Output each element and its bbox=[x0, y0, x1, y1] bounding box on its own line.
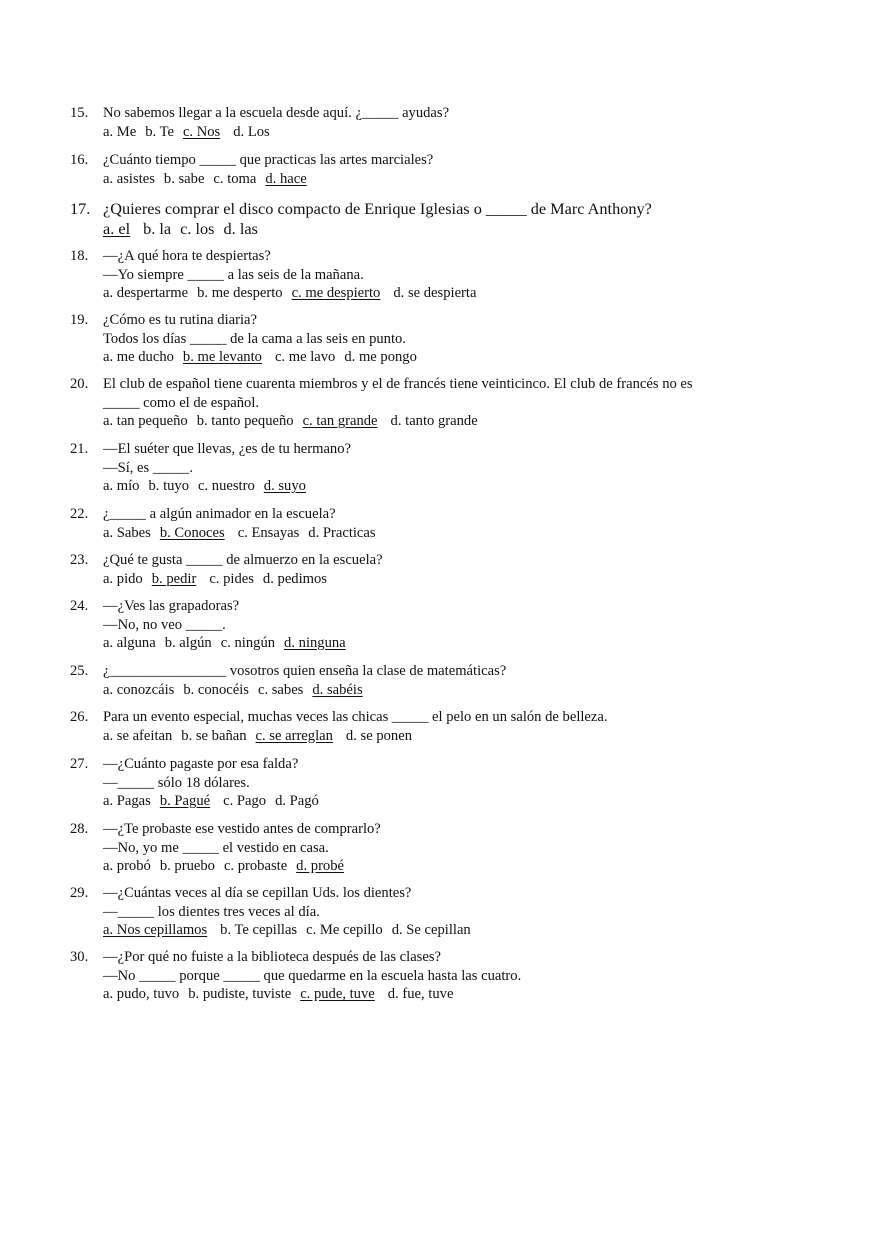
question-number: 23. bbox=[70, 552, 89, 568]
answer-option: d. Se cepillan bbox=[391, 922, 471, 938]
answer-option: a. probó bbox=[103, 858, 151, 874]
question-body bbox=[103, 662, 850, 699]
answer-option: a. Pagas bbox=[103, 793, 151, 809]
answer-option: a. conozcáis bbox=[103, 681, 175, 698]
answer-option-correct: d. sabéis bbox=[312, 681, 363, 698]
answer-option-correct: a. el bbox=[103, 219, 131, 238]
answer-option: a. pido bbox=[103, 570, 143, 587]
question-text-line: —No _____ porque _____ que quedarme en la escuela hasta las cuatro. bbox=[103, 967, 522, 984]
question-text-line: ¿________________ vosotros quien enseña la clase de matemáticas? bbox=[103, 663, 507, 679]
question-body bbox=[103, 597, 850, 653]
question-item bbox=[70, 820, 850, 876]
question-text-line: —Sí, es _____. bbox=[103, 459, 193, 476]
question-body bbox=[103, 247, 850, 303]
answer-option: a. se afeitan bbox=[103, 727, 173, 744]
question-item bbox=[70, 505, 850, 542]
question-item bbox=[70, 151, 850, 188]
answer-option-correct: c. tan grande bbox=[302, 413, 378, 429]
answer-option: b. conocéis bbox=[183, 681, 249, 698]
question-body bbox=[103, 199, 850, 239]
question-number: 30. bbox=[70, 949, 89, 965]
answer-options bbox=[103, 792, 850, 811]
answer-option: d. me pongo bbox=[344, 349, 417, 365]
answer-option-correct: c. pude, tuve bbox=[300, 986, 375, 1002]
question-text-line: —No, yo me _____ el vestido en casa. bbox=[103, 839, 329, 856]
answer-option: b. Te cepillas bbox=[220, 922, 298, 938]
answer-option: b. me desperto bbox=[197, 285, 283, 301]
answer-option: c. me lavo bbox=[274, 349, 336, 365]
answer-option: d. se ponen bbox=[345, 727, 412, 744]
answer-options bbox=[103, 284, 850, 303]
question-item bbox=[70, 708, 850, 745]
question-text-line: —¿Cuánto pagaste por esa falda? bbox=[103, 756, 299, 772]
answer-option-correct: b. me levanto bbox=[182, 349, 262, 365]
answer-option: c. los bbox=[180, 219, 215, 238]
question-item bbox=[70, 375, 850, 431]
answer-option: c. pides bbox=[209, 570, 254, 587]
answer-option-correct: d. hace bbox=[265, 170, 307, 187]
question-text-line: No sabemos llegar a la escuela desde aquí. ¿_____ ayudas? bbox=[103, 105, 450, 121]
question-text-line: Para un evento especial, muchas veces las chicas _____ el pelo en un salón de belleza. bbox=[103, 709, 608, 725]
answer-option-correct: d. probé bbox=[296, 858, 344, 874]
question-body bbox=[103, 820, 850, 876]
answer-option: c. sabes bbox=[257, 681, 304, 698]
question-item bbox=[70, 884, 850, 940]
answer-option-correct: d. suyo bbox=[263, 478, 306, 494]
answer-option: c. toma bbox=[213, 170, 257, 187]
answer-option: d. tanto grande bbox=[390, 413, 478, 429]
question-text-line: ¿Cuánto tiempo _____ que practicas las artes marciales? bbox=[103, 152, 434, 168]
question-number: 28. bbox=[70, 821, 89, 837]
question-text-line: —Yo siempre _____ a las seis de la mañana. bbox=[103, 266, 364, 283]
answer-option-correct: c. me despierto bbox=[291, 285, 381, 301]
answer-option: a. asistes bbox=[103, 170, 155, 187]
answer-option: a. alguna bbox=[103, 635, 156, 651]
question-text-line: _____ como el de español. bbox=[103, 394, 260, 411]
question-body bbox=[103, 884, 850, 940]
question-body bbox=[103, 440, 850, 496]
question-text-line: —¿A qué hora te despiertas? bbox=[103, 248, 271, 264]
question-text-line: ¿_____ a algún animador en la escuela? bbox=[103, 506, 336, 522]
question-number: 20. bbox=[70, 376, 89, 392]
answer-option: d. las bbox=[223, 219, 258, 238]
answer-option: d. se despierta bbox=[393, 285, 477, 301]
answer-option: b. tuyo bbox=[148, 478, 190, 494]
answer-option: b. algún bbox=[164, 635, 212, 651]
answer-option: c. Pago bbox=[223, 793, 267, 809]
question-text-line: —¿Cuántas veces al día se cepillan Uds. los dientes? bbox=[103, 885, 412, 901]
question-text-line: —El suéter que llevas, ¿es de tu hermano? bbox=[103, 441, 352, 457]
answer-option: c. Ensayas bbox=[237, 524, 300, 541]
question-text-line: —No, no veo _____. bbox=[103, 616, 226, 633]
answer-options bbox=[103, 570, 850, 589]
answer-option: d. Los bbox=[233, 123, 270, 140]
question-item bbox=[70, 755, 850, 811]
answer-options bbox=[103, 348, 850, 367]
question-number: 15. bbox=[70, 105, 89, 121]
question-item bbox=[70, 247, 850, 303]
question-item bbox=[70, 311, 850, 367]
answer-option: a. me ducho bbox=[103, 349, 174, 365]
answer-option: b. la bbox=[143, 219, 172, 238]
question-text-line: —¿Te probaste ese vestido antes de comprarlo? bbox=[103, 821, 381, 837]
question-body bbox=[103, 551, 850, 588]
answer-options bbox=[103, 857, 850, 876]
answer-options bbox=[103, 219, 850, 239]
question-item bbox=[70, 597, 850, 653]
question-item bbox=[70, 199, 850, 239]
question-text-line: —_____ los dientes tres veces al día. bbox=[103, 903, 320, 920]
answer-options bbox=[103, 412, 850, 431]
answer-option-correct: b. pedir bbox=[151, 570, 197, 587]
question-number: 27. bbox=[70, 756, 89, 772]
answer-option: d. pedimos bbox=[262, 570, 327, 587]
answer-option: b. se bañan bbox=[181, 727, 247, 744]
answer-option: a. Sabes bbox=[103, 524, 151, 541]
question-body bbox=[103, 311, 850, 367]
question-body bbox=[103, 948, 850, 1004]
question-body bbox=[103, 375, 850, 431]
answer-option: a. tan pequeño bbox=[103, 413, 188, 429]
question-text-line: —¿Ves las grapadoras? bbox=[103, 598, 240, 614]
answer-option-correct: a. Nos cepillamos bbox=[103, 922, 208, 938]
question-text-line: Todos los días _____ de la cama a las seis en punto. bbox=[103, 330, 406, 347]
answer-options bbox=[103, 477, 850, 496]
question-text-line: ¿Quieres comprar el disco compacto de Enrique Iglesias o _____ de Marc Anthony? bbox=[103, 199, 652, 218]
question-number: 29. bbox=[70, 885, 89, 901]
answer-option: c. nuestro bbox=[198, 478, 255, 494]
answer-option: c. ningún bbox=[220, 635, 276, 651]
answer-option: c. probaste bbox=[223, 858, 288, 874]
answer-option: b. pudiste, tuviste bbox=[188, 986, 292, 1002]
question-body bbox=[103, 104, 850, 141]
question-number: 26. bbox=[70, 709, 89, 725]
answer-option: b. Te bbox=[145, 123, 174, 140]
answer-options bbox=[103, 634, 850, 653]
question-number: 22. bbox=[70, 506, 89, 522]
answer-option: a. mío bbox=[103, 478, 140, 494]
question-body bbox=[103, 708, 850, 745]
question-number: 19. bbox=[70, 312, 89, 328]
answer-options bbox=[103, 921, 850, 940]
answer-option-correct: b. Conoces bbox=[159, 524, 225, 541]
answer-option: d. Practicas bbox=[308, 524, 376, 541]
answer-option-correct: c. Nos bbox=[182, 123, 221, 140]
answer-option: d. Pagó bbox=[275, 793, 319, 809]
question-number: 21. bbox=[70, 441, 89, 457]
answer-options bbox=[103, 985, 850, 1004]
answer-option-correct: d. ninguna bbox=[284, 635, 346, 651]
question-text-line: —¿Por qué no fuiste a la biblioteca después de las clases? bbox=[103, 949, 441, 965]
question-number: 24. bbox=[70, 598, 89, 614]
answer-option: a. despertarme bbox=[103, 285, 189, 301]
answer-option: b. sabe bbox=[163, 170, 205, 187]
question-text-line: El club de español tiene cuarenta miembros y el de francés tiene veinticinco. El club de francés no es bbox=[103, 376, 693, 392]
question-text-line: —_____ sólo 18 dólares. bbox=[103, 774, 250, 791]
answer-options bbox=[103, 681, 850, 700]
question-body bbox=[103, 151, 850, 188]
answer-option: b. pruebo bbox=[159, 858, 215, 874]
question-number: 17. bbox=[70, 199, 91, 218]
answer-option-correct: b. Pagué bbox=[159, 793, 211, 809]
answer-options bbox=[103, 524, 850, 543]
question-text-line: ¿Cómo es tu rutina diaria? bbox=[103, 312, 257, 328]
question-body bbox=[103, 755, 850, 811]
answer-option: a. pudo, tuvo bbox=[103, 986, 180, 1002]
question-item bbox=[70, 440, 850, 496]
answer-option-correct: c. se arreglan bbox=[255, 727, 333, 744]
question-number: 18. bbox=[70, 248, 89, 264]
question-item bbox=[70, 662, 850, 699]
answer-options bbox=[103, 727, 850, 746]
answer-option: d. fue, tuve bbox=[387, 986, 454, 1002]
question-item bbox=[70, 104, 850, 141]
answer-option: b. tanto pequeño bbox=[196, 413, 294, 429]
answer-option: a. Me bbox=[103, 123, 137, 140]
answer-option: c. Me cepillo bbox=[306, 922, 383, 938]
question-text-line: ¿Qué te gusta _____ de almuerzo en la escuela? bbox=[103, 552, 383, 568]
question-number: 16. bbox=[70, 152, 89, 168]
answer-options bbox=[103, 170, 850, 189]
question-body bbox=[103, 505, 850, 542]
question-item bbox=[70, 551, 850, 588]
question-number: 25. bbox=[70, 663, 89, 679]
question-item bbox=[70, 948, 850, 1004]
answer-options bbox=[103, 123, 850, 142]
